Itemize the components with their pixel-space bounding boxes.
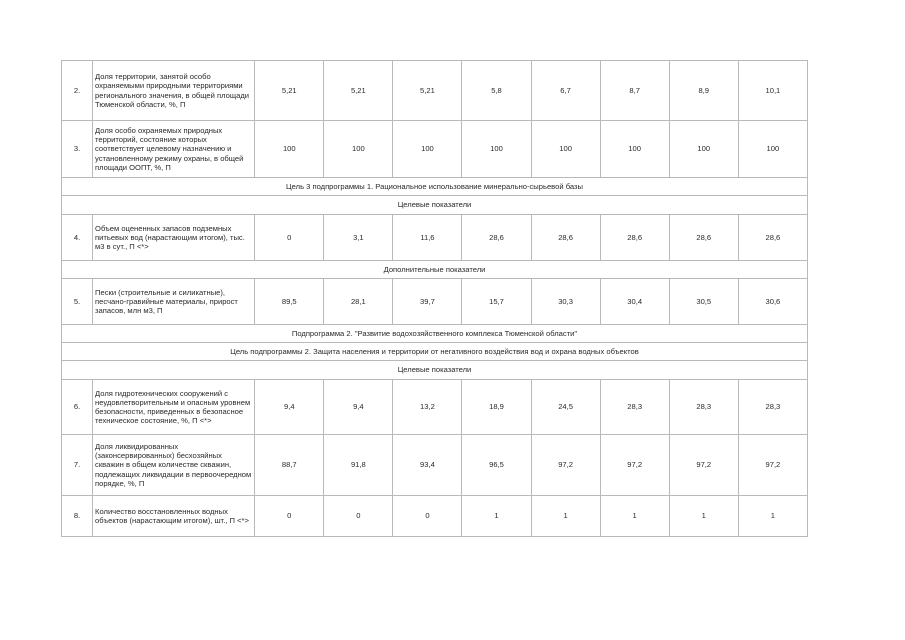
- row-number: 6.: [62, 380, 93, 435]
- indicator-value: 93,4: [393, 435, 462, 496]
- indicator-value: 91,8: [324, 435, 393, 496]
- indicator-value: 10,1: [738, 61, 807, 121]
- indicator-value: 100: [393, 121, 462, 178]
- row-number: 4.: [62, 215, 93, 261]
- indicator-name: Доля особо охраняемых природных территорий, состояние которых соответствует целевому назначению и установленному режиму охраны, в общей площади ООПТ, %, П: [93, 121, 255, 178]
- row-number: 5.: [62, 279, 93, 325]
- indicator-name: Количество восстановленных водных объектов (нарастающим итогом), шт., П <*>: [93, 496, 255, 537]
- indicator-value: 30,6: [738, 279, 807, 325]
- indicator-value: 97,2: [738, 435, 807, 496]
- indicator-value: 97,2: [600, 435, 669, 496]
- table-row: [62, 380, 808, 435]
- indicator-value: 100: [255, 121, 324, 178]
- table-row: [62, 215, 808, 261]
- indicator-value: 88,7: [255, 435, 324, 496]
- indicator-value: 30,4: [600, 279, 669, 325]
- indicator-value: 100: [531, 121, 600, 178]
- indicator-value: 3,1: [324, 215, 393, 261]
- indicator-value: 0: [255, 496, 324, 537]
- indicator-value: 30,3: [531, 279, 600, 325]
- indicator-name: Пески (строительные и силикатные), песчано-гравийные материалы, прирост запасов, млн м3, П: [93, 279, 255, 325]
- section-row: [62, 325, 808, 343]
- table-row: [62, 121, 808, 178]
- indicator-name: Доля гидротехнических сооружений с неудовлетворительным и опасным уровнем безопасности, приведенных в безопасное техническое состояние, %, П <*>: [93, 380, 255, 435]
- section-title: Цель подпрограммы 2. Защита населения и территории от негативного воздействия вод и охрана водных объектов: [62, 343, 808, 361]
- indicator-value: 97,2: [531, 435, 600, 496]
- indicator-value: 97,2: [669, 435, 738, 496]
- indicator-name: Доля территории, занятой особо охраняемыми природными территориями регионального значения, в общей площади Тюменской области, %, П: [93, 61, 255, 121]
- indicator-value: 6,7: [531, 61, 600, 121]
- indicator-value: 39,7: [393, 279, 462, 325]
- indicator-value: 8,7: [600, 61, 669, 121]
- indicator-value: 1: [531, 496, 600, 537]
- indicator-value: 5,21: [255, 61, 324, 121]
- indicator-value: 11,6: [393, 215, 462, 261]
- indicator-value: 96,5: [462, 435, 531, 496]
- table-row: [62, 496, 808, 537]
- section-title: Дополнительные показатели: [62, 261, 808, 279]
- section-title: Подпрограмма 2. "Развитие водохозяйственного комплекса Тюменской области": [62, 325, 808, 343]
- indicators-table: [61, 60, 808, 537]
- indicator-value: 0: [393, 496, 462, 537]
- table-row: [62, 61, 808, 121]
- section-title: Целевые показатели: [62, 196, 808, 215]
- section-title: Цель 3 подпрограммы 1. Рациональное использование минерально-сырьевой базы: [62, 178, 808, 196]
- table-body: [62, 61, 808, 537]
- indicator-value: 1: [462, 496, 531, 537]
- indicator-value: 28,3: [669, 380, 738, 435]
- indicator-value: 5,21: [324, 61, 393, 121]
- section-row: [62, 361, 808, 380]
- indicator-value: 0: [324, 496, 393, 537]
- indicator-value: 28,3: [600, 380, 669, 435]
- indicator-name: Объем оцененных запасов подземных питьевых вод (нарастающим итогом), тыс. м3 в сут., П <*>: [93, 215, 255, 261]
- indicator-value: 30,5: [669, 279, 738, 325]
- indicator-value: 28,6: [462, 215, 531, 261]
- indicator-value: 100: [600, 121, 669, 178]
- row-number: 8.: [62, 496, 93, 537]
- indicator-name: Доля ликвидированных (законсервированных) бесхозяйных скважин в общем количестве скважин, подлежащих ликвидации в первоочередном порядке, %, П: [93, 435, 255, 496]
- section-row: [62, 178, 808, 196]
- indicator-value: 28,6: [531, 215, 600, 261]
- indicator-value: 28,6: [600, 215, 669, 261]
- section-row: [62, 343, 808, 361]
- indicator-value: 100: [669, 121, 738, 178]
- section-row: [62, 196, 808, 215]
- indicator-value: 8,9: [669, 61, 738, 121]
- indicator-value: 100: [738, 121, 807, 178]
- section-title: Целевые показатели: [62, 361, 808, 380]
- indicator-value: 15,7: [462, 279, 531, 325]
- indicator-value: 1: [738, 496, 807, 537]
- indicator-value: 0: [255, 215, 324, 261]
- table-row: [62, 435, 808, 496]
- indicator-value: 28,6: [669, 215, 738, 261]
- row-number: 2.: [62, 61, 93, 121]
- indicator-value: 89,5: [255, 279, 324, 325]
- table-row: [62, 279, 808, 325]
- indicator-value: 13,2: [393, 380, 462, 435]
- indicator-value: 9,4: [255, 380, 324, 435]
- section-row: [62, 261, 808, 279]
- indicator-value: 100: [462, 121, 531, 178]
- row-number: 7.: [62, 435, 93, 496]
- indicator-value: 9,4: [324, 380, 393, 435]
- indicator-value: 28,3: [738, 380, 807, 435]
- row-number: 3.: [62, 121, 93, 178]
- indicator-value: 100: [324, 121, 393, 178]
- indicator-value: 28,6: [738, 215, 807, 261]
- indicator-value: 1: [669, 496, 738, 537]
- indicator-value: 1: [600, 496, 669, 537]
- indicator-value: 5,8: [462, 61, 531, 121]
- indicator-value: 28,1: [324, 279, 393, 325]
- indicator-value: 18,9: [462, 380, 531, 435]
- indicator-value: 5,21: [393, 61, 462, 121]
- indicator-value: 24,5: [531, 380, 600, 435]
